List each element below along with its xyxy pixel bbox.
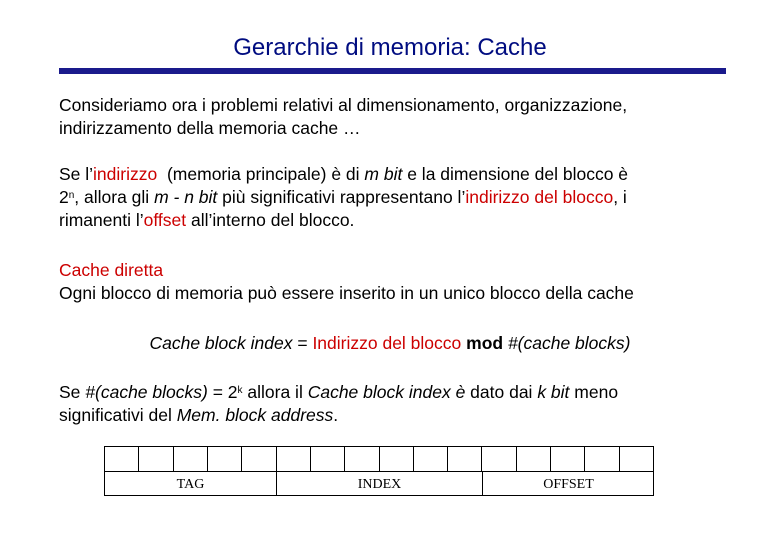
italic-k-bit: k bit bbox=[537, 382, 570, 402]
italic-cache-block-index: Cache block index bbox=[307, 382, 451, 402]
italic-mem-block-address: Mem. block address bbox=[176, 405, 334, 425]
text-run: (memoria principale) è di bbox=[157, 164, 365, 184]
text-run: più significativi rappresentano l’ bbox=[217, 187, 466, 207]
text-run: allora il bbox=[242, 382, 308, 402]
direct-cache-description: Ogni blocco di memoria può essere inserito in un unico blocco della cache bbox=[59, 283, 634, 303]
bit-cell bbox=[139, 447, 173, 471]
bit-cell bbox=[242, 447, 276, 471]
highlight-offset: offset bbox=[143, 210, 187, 230]
bit-cell bbox=[345, 447, 379, 471]
field-tag: TAG bbox=[176, 477, 205, 492]
address-bit-diagram bbox=[104, 446, 654, 496]
superscript-k: k bbox=[237, 385, 243, 396]
formula-cache-blocks: #(cache blocks) bbox=[507, 333, 631, 353]
direct-cache-heading: Cache diretta bbox=[59, 260, 164, 280]
text-run: rimanenti l’ bbox=[59, 210, 144, 230]
text-run: , allora gli bbox=[74, 187, 155, 207]
bit-cell bbox=[482, 447, 516, 471]
kbit-paragraph bbox=[59, 381, 618, 427]
intro-line-2: indirizzamento della memoria cache … bbox=[59, 118, 361, 138]
formula-line bbox=[0, 333, 780, 354]
bit-cell bbox=[448, 447, 482, 471]
italic-e: è bbox=[450, 382, 466, 402]
text-run: significativi del bbox=[59, 405, 177, 425]
text-run: meno bbox=[569, 382, 619, 402]
field-index: INDEX bbox=[357, 477, 402, 492]
direct-cache-paragraph bbox=[59, 259, 634, 305]
italic-cache-blocks: #(cache blocks) bbox=[85, 382, 208, 402]
highlight-indirizzo-blocco: indirizzo del blocco bbox=[465, 187, 614, 207]
bit-cell bbox=[414, 447, 448, 471]
title-underline bbox=[59, 68, 726, 74]
text-run: Se bbox=[59, 382, 86, 402]
formula-cache-block-index: Cache block index bbox=[149, 333, 293, 353]
bit-cell bbox=[174, 447, 208, 471]
text-run: = 2 bbox=[207, 382, 238, 402]
formula-block-address: Indirizzo del blocco bbox=[312, 333, 462, 353]
formula-mod: mod bbox=[461, 333, 508, 353]
bit-cell bbox=[585, 447, 619, 471]
bit-cell bbox=[105, 447, 139, 471]
bit-cell bbox=[551, 447, 585, 471]
bit-cell bbox=[208, 447, 242, 471]
text-run: e la dimensione del blocco è bbox=[402, 164, 629, 184]
field-offset: OFFSET bbox=[543, 477, 594, 492]
superscript-n: n bbox=[68, 190, 75, 201]
intro-paragraph bbox=[59, 94, 627, 140]
text-run: . bbox=[333, 405, 339, 425]
bit-cell bbox=[380, 447, 414, 471]
bit-cell bbox=[277, 447, 311, 471]
address-paragraph bbox=[59, 163, 628, 232]
intro-line-1: Consideriamo ora i problemi relativi al dimensionamento, organizzazione, bbox=[59, 95, 628, 115]
bit-cell bbox=[517, 447, 551, 471]
italic-m-bit: m bit bbox=[364, 164, 403, 184]
text-run: Se l’ bbox=[59, 164, 94, 184]
text-run: 2 bbox=[59, 187, 69, 207]
formula-equals: = bbox=[292, 333, 313, 353]
highlight-indirizzo: indirizzo bbox=[93, 164, 158, 184]
text-run: , i bbox=[613, 187, 627, 207]
text-run: dato dai bbox=[465, 382, 538, 402]
bit-cells-row bbox=[105, 447, 653, 472]
bit-cell bbox=[311, 447, 345, 471]
slide-title: Gerarchie di memoria: Cache bbox=[233, 34, 547, 61]
text-run: all’interno del blocco. bbox=[186, 210, 355, 230]
bit-cell bbox=[620, 447, 653, 471]
italic-m-n-bit: m - n bit bbox=[154, 187, 218, 207]
